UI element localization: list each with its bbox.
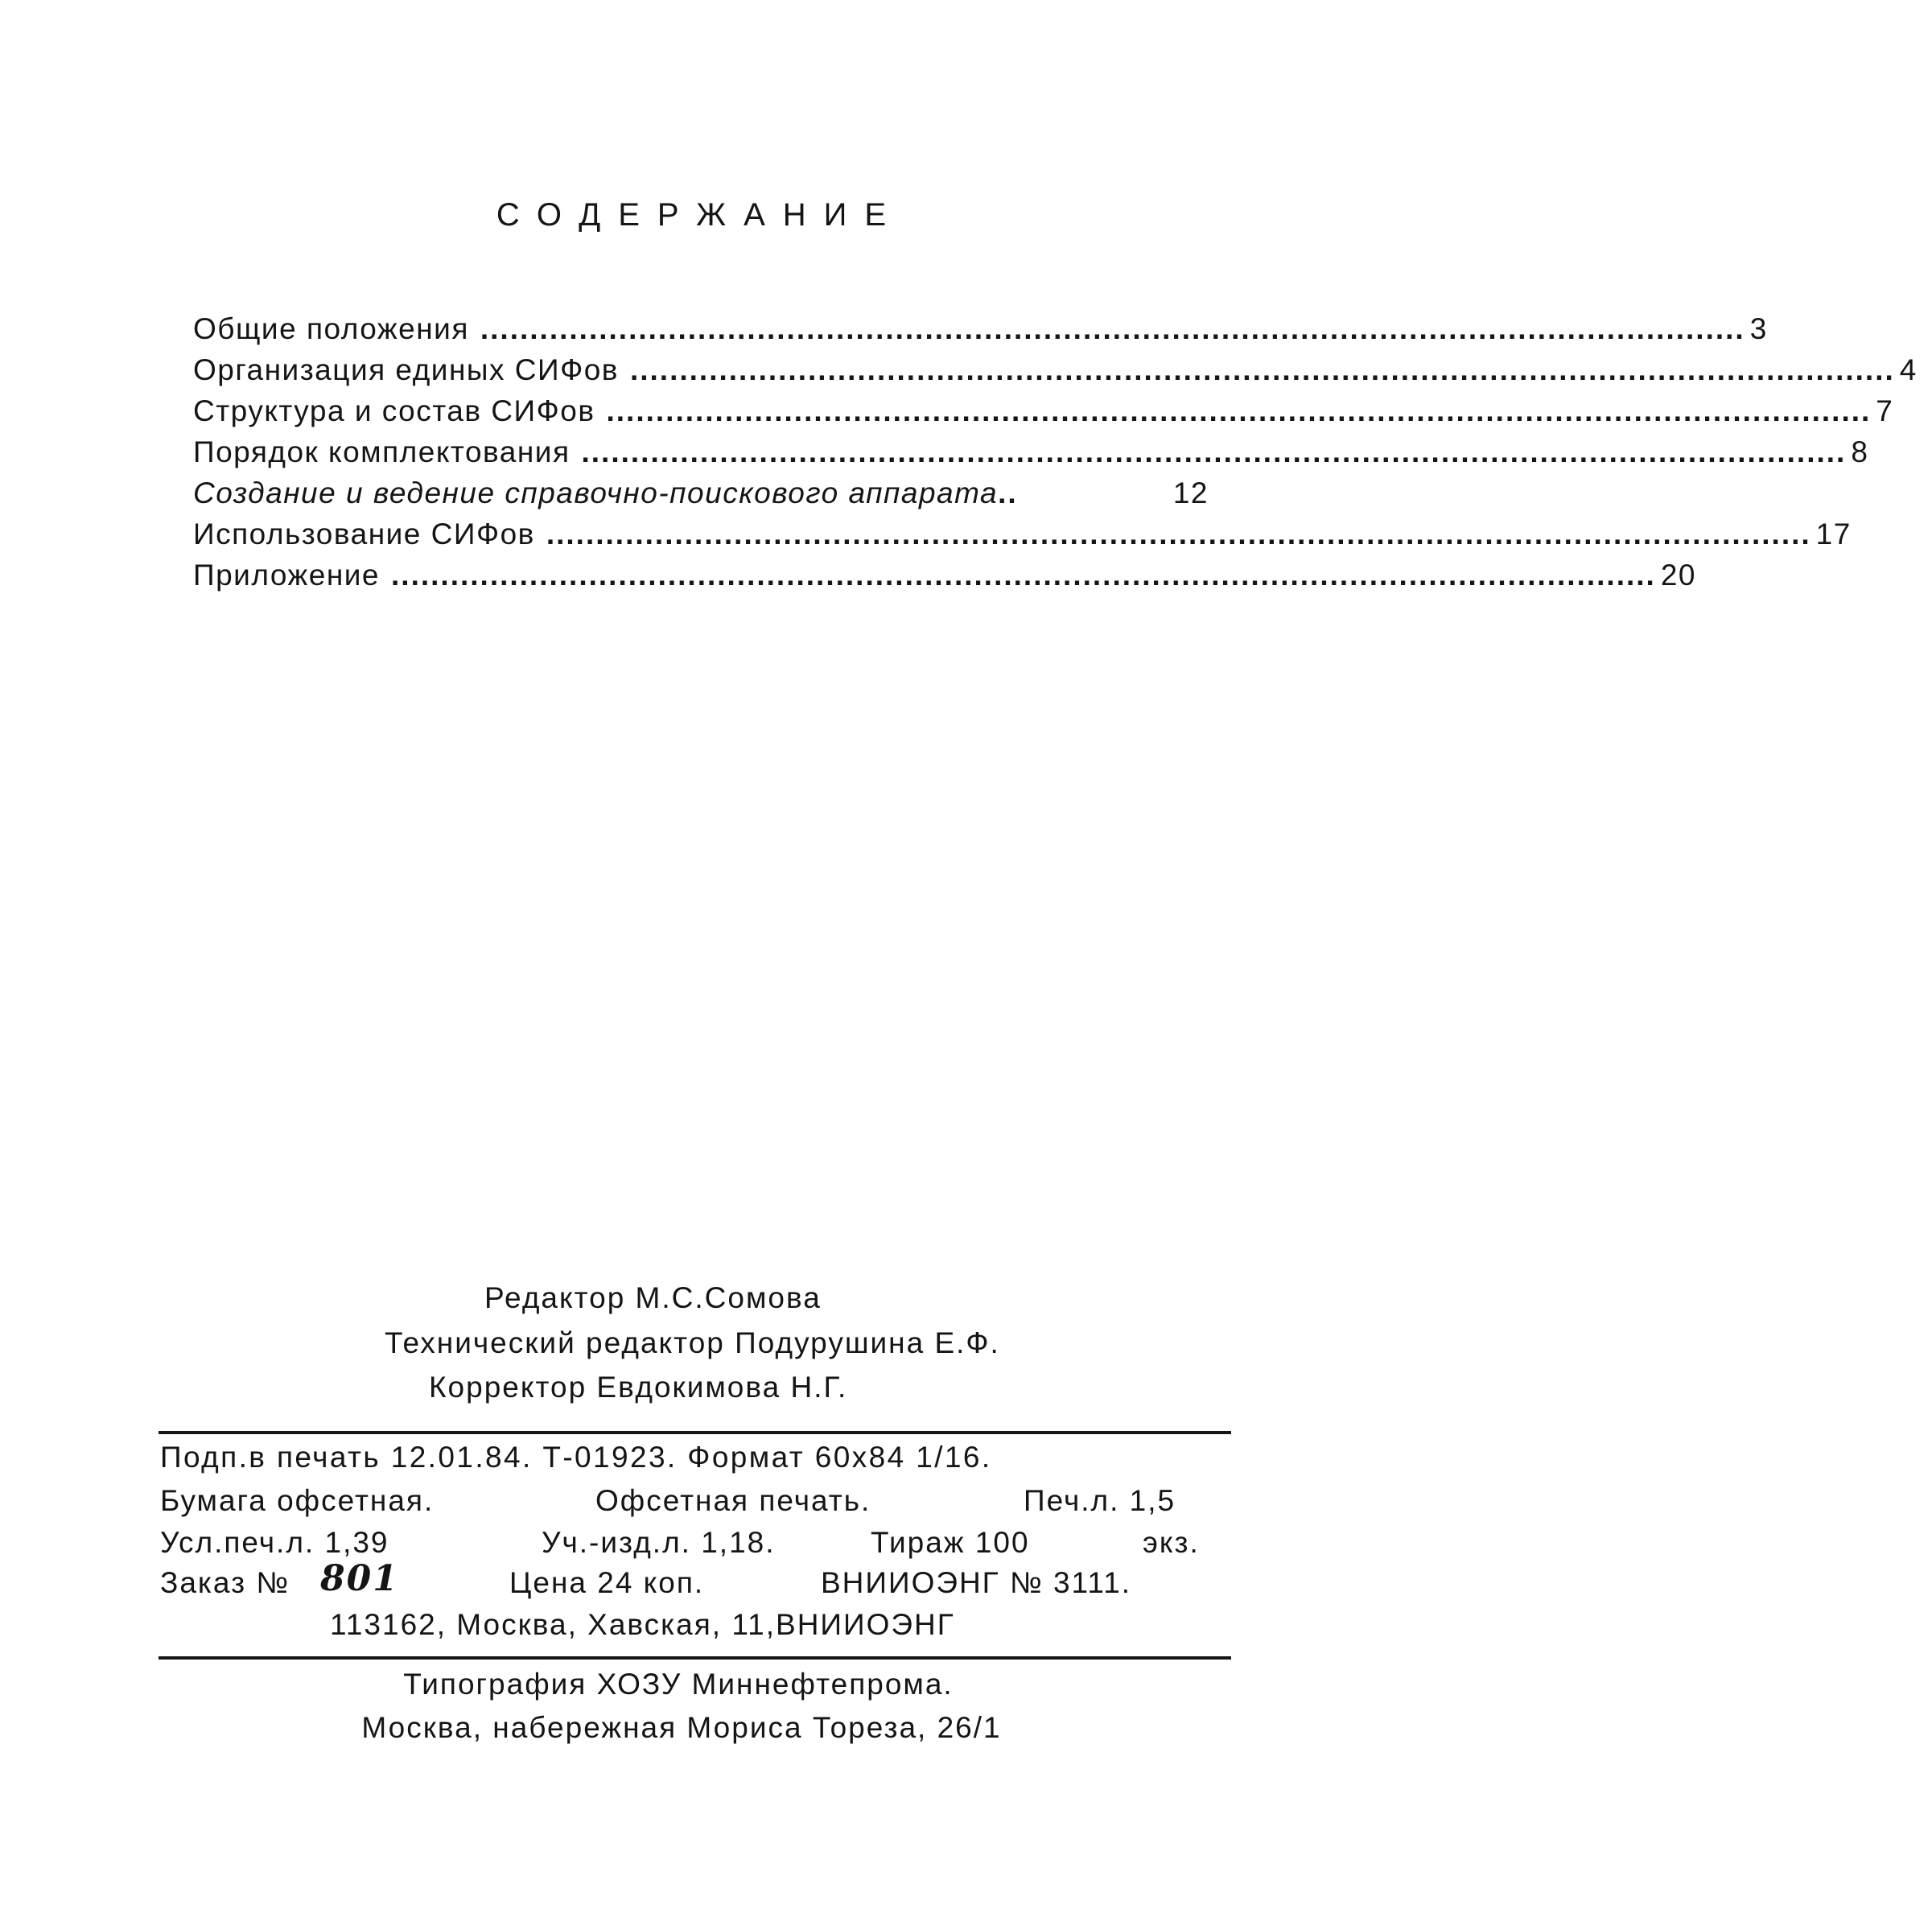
toc-entry-page: 17 (1815, 517, 1852, 550)
toc-leader-dots: ................................................................................................................................ (629, 353, 1895, 386)
imprint-circulation: Тираж 100 (871, 1526, 1030, 1559)
imprint-signed-line: Подп.в печать 12.01.84. Т-01923. Формат 60х84 1/16. (160, 1441, 992, 1474)
page-title: СОДЕРЖАНИЕ (496, 197, 904, 233)
toc-entry-title: Приложение (193, 559, 381, 592)
toc-entry-page: 8 (1851, 435, 1869, 468)
toc-leader-dots: ................................................................................................................................ (606, 394, 1872, 427)
toc-leader-dots: ................................................................................................................................ (480, 312, 1745, 345)
toc-entry (193, 394, 1894, 435)
imprint-order-number: 801 (320, 1558, 399, 1599)
toc-leader-dots: ................................................................................................................................ (546, 517, 1811, 550)
imprint-order-label: Заказ № (160, 1566, 290, 1599)
toc-entry (193, 476, 1223, 517)
imprint-bottom-rule (159, 1656, 1231, 1660)
toc-leader-dots: ................................................................................................................................ (391, 559, 1656, 592)
toc-entry (193, 353, 1918, 394)
toc-entry-page: 7 (1876, 394, 1894, 427)
imprint-copies: экз. (1143, 1526, 1200, 1559)
imprint-conditional-sheets: Усл.печ.л. 1,39 (160, 1526, 389, 1559)
corrector-line: Корректор Евдокимова Н.Г. (429, 1371, 848, 1404)
imprint-address: 113162, Москва, Хавская, 11,ВНИИОЭНГ (330, 1608, 955, 1641)
toc-entry (193, 559, 1696, 600)
imprint-print-type: Офсетная печать. (595, 1484, 871, 1517)
imprint-vniioeng-number: ВНИИОЭНГ № 3111. (821, 1566, 1132, 1599)
toc-entry-title: Общие положения (193, 312, 469, 345)
toc-entry (193, 435, 1869, 476)
toc-entry-title: Порядок комплектования (193, 435, 571, 468)
imprint-sheets: Печ.л. 1,5 (1024, 1484, 1176, 1517)
toc-entry (193, 312, 1768, 353)
toc-entry (193, 517, 1852, 559)
toc-entry-title: Создание и ведение справочно-поискового аппарата (193, 476, 999, 509)
toc-entry-title: Использование СИФов (193, 517, 535, 550)
toc-leader-dots: ................................................................................................................................ (581, 435, 1847, 468)
toc-entry-page: 3 (1749, 312, 1768, 345)
toc-entry-page: 4 (1899, 353, 1918, 386)
imprint-price: Цена 24 коп. (509, 1566, 705, 1599)
toc-entry-page: 12 (1172, 476, 1209, 509)
imprint-top-rule (159, 1431, 1231, 1434)
toc-entry-title: Организация единых СИФов (193, 353, 619, 386)
toc-entry-page: 20 (1660, 559, 1696, 592)
table-of-contents (193, 312, 1918, 600)
technical-editor-line: Технический редактор Подурушина Е.Ф. (385, 1326, 1000, 1359)
printer-address: Москва, набережная Мориса Тореза, 26/1 (361, 1711, 1002, 1744)
editor-line: Редактор М.С.Сомова (484, 1281, 822, 1314)
imprint-publishing-sheets: Уч.-изд.л. 1,18. (542, 1526, 776, 1559)
printer-name: Типография ХОЗУ Миннефтепрома. (403, 1668, 954, 1701)
toc-leader-dots: .. (998, 476, 1018, 509)
toc-entry-title: Структура и состав СИФов (193, 394, 595, 427)
imprint-paper: Бумага офсетная. (160, 1484, 435, 1517)
